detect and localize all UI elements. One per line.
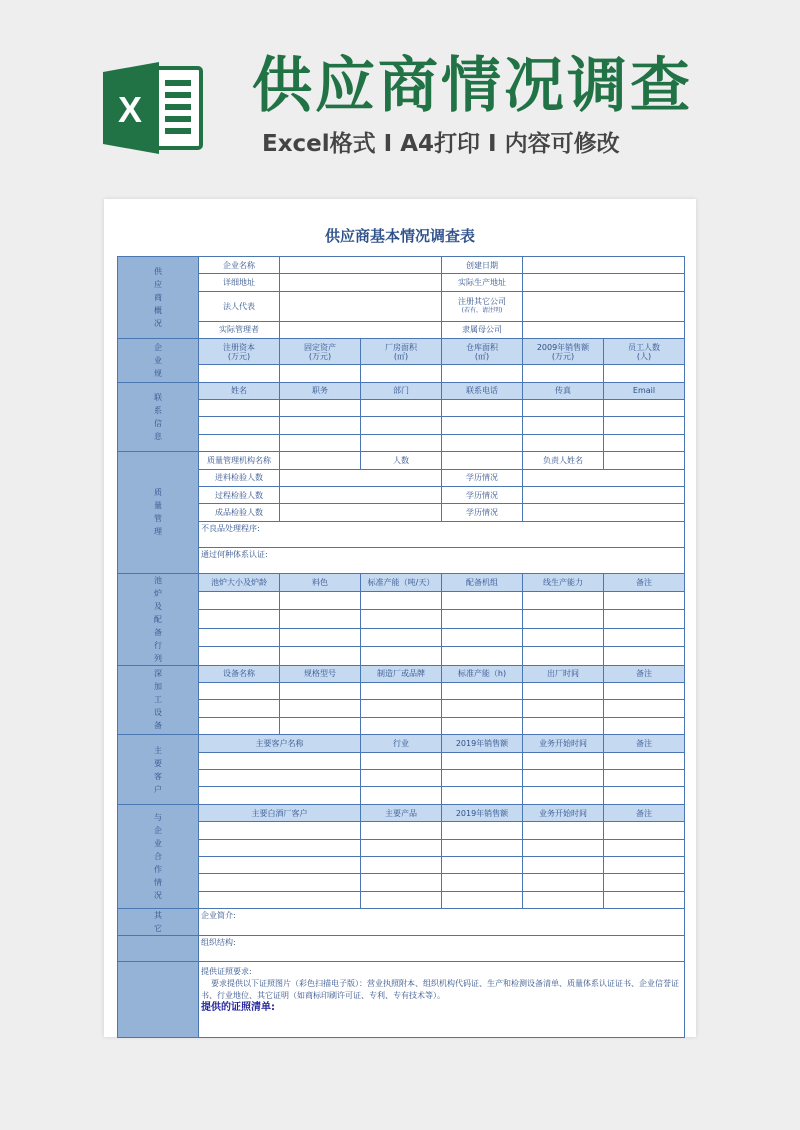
field-leader[interactable] [604,452,685,469]
coop-cell[interactable] [604,891,685,908]
other-company-note: (若有，请注明) [461,307,503,315]
furnace-cell[interactable] [280,647,361,665]
coop-header-0: 主要白酒厂客户 [199,804,361,821]
contact-header-4: 传真 [523,382,604,399]
furnace-cell[interactable] [604,628,685,646]
scale-cell[interactable] [442,365,523,382]
coop-cell[interactable] [199,839,361,856]
field-create-date[interactable] [523,257,685,274]
furnace-header-5: 备注 [604,573,685,591]
contact-cell[interactable] [442,434,523,451]
customer-header-0: 主要客户名称 [199,735,361,752]
customer-cell[interactable] [361,770,442,787]
field-company-name[interactable] [280,257,442,274]
label-legal-rep: 法人代表 [199,291,280,321]
label-education: 学历情况 [442,504,523,521]
section-customers: 主要客户 [118,735,199,805]
contact-header-5: Email [604,382,685,399]
customer-cell[interactable] [604,752,685,769]
deep-cell[interactable] [199,700,280,717]
field-education[interactable] [523,469,685,486]
deep-header-1: 规格型号 [280,665,361,682]
customer-cell[interactable] [523,752,604,769]
requirements-title: 提供证照要求: [201,967,252,977]
coop-cell[interactable] [523,856,604,873]
deep-cell[interactable] [604,683,685,700]
furnace-cell[interactable] [361,628,442,646]
form-title: 供应商基本情况调查表 [324,227,475,245]
deep-cell[interactable] [361,683,442,700]
customer-cell[interactable] [604,787,685,804]
coop-cell[interactable] [199,822,361,839]
section-quality: 质量管理 [118,452,199,574]
customer-header-4: 备注 [604,735,685,752]
deep-cell[interactable] [523,700,604,717]
customer-header-2: 2019年销售额 [442,735,523,752]
deep-header-4: 出厂时间 [523,665,604,682]
customer-cell[interactable] [199,752,361,769]
contact-header-0: 姓名 [199,382,280,399]
coop-cell[interactable] [361,874,442,891]
section-other-blank [118,936,199,962]
contact-cell[interactable] [361,434,442,451]
coop-cell[interactable] [199,891,361,908]
customer-cell[interactable] [442,787,523,804]
coop-cell[interactable] [442,822,523,839]
furnace-cell[interactable] [604,647,685,665]
contact-header-2: 部门 [361,382,442,399]
contact-cell[interactable] [199,399,280,416]
furnace-cell[interactable] [442,628,523,646]
deep-header-2: 制造厂或品牌 [361,665,442,682]
furnace-cell[interactable] [523,628,604,646]
scale-header-1: 固定资产 (万元) [280,339,361,365]
customer-cell[interactable] [199,787,361,804]
other-company-text: 注册其它公司 [458,297,506,307]
customer-header-3: 业务开始时间 [523,735,604,752]
section-requirements-blank [118,962,199,1038]
contact-header-1: 职务 [280,382,361,399]
field-factory-address[interactable] [523,274,685,291]
coop-cell[interactable] [199,874,361,891]
deep-cell[interactable] [442,700,523,717]
coop-cell[interactable] [361,891,442,908]
coop-cell[interactable] [361,839,442,856]
coop-cell[interactable] [523,822,604,839]
contact-cell[interactable] [280,399,361,416]
scale-header-2: 厂房面积 (㎡) [361,339,442,365]
deep-cell[interactable] [361,700,442,717]
furnace-header-1: 料色 [280,573,361,591]
label-process: 过程检验人数 [199,486,280,503]
customer-cell[interactable] [199,770,361,787]
furnace-cell[interactable] [523,610,604,628]
furnace-cell[interactable] [361,610,442,628]
banner [0,0,800,200]
furnace-cell[interactable] [442,647,523,665]
coop-cell[interactable] [604,822,685,839]
section-coop: 与企业合作情况 [118,804,199,908]
furnace-header-0: 池炉大小及炉龄 [199,573,280,591]
scale-cell[interactable] [604,365,685,382]
furnace-cell[interactable] [280,610,361,628]
coop-cell[interactable] [604,874,685,891]
furnace-cell[interactable] [361,592,442,610]
coop-cell[interactable] [442,891,523,908]
section-basic: 供应商概况 [118,257,199,339]
scale-header-0: 注册资本 (万元) [199,339,280,365]
requirements-text: 要求提供以下证照图片（彩色扫描电子版）：营业执照附本、组织机构代码证、生产和检测设备清单、质量体系认证证书、企业信誉证书、行业地位、其它证明（如商标印刷许可证、专利、专有技术等）。 [201,979,679,1001]
scale-header-4: 2009年销售额 (万元) [523,339,604,365]
contact-cell[interactable] [280,434,361,451]
label-parent: 隶属母公司 [442,321,523,338]
deep-header-0: 设备名称 [199,665,280,682]
label-create-date: 创建日期 [442,257,523,274]
customer-header-1: 行业 [361,735,442,752]
page-subtitle: Excel格式 I A4打印 I 内容可修改 [262,131,620,157]
field-other-company[interactable] [523,291,685,321]
cert-list-title[interactable]: 提供的证照清单: [201,1002,275,1014]
coop-header-4: 备注 [604,804,685,821]
deep-cell[interactable] [604,700,685,717]
field-org-structure[interactable]: 组织结构: [199,936,685,962]
coop-header-1: 主要产品 [361,804,442,821]
contact-cell[interactable] [199,434,280,451]
contact-cell[interactable] [523,434,604,451]
customer-cell[interactable] [361,787,442,804]
label-final: 成品检验人数 [199,504,280,521]
page-title: 供应商情况调查 [252,51,693,121]
field-education[interactable] [523,504,685,521]
furnace-cell[interactable] [199,592,280,610]
customer-cell[interactable] [361,752,442,769]
field-final[interactable] [280,504,442,521]
deep-header-5: 备注 [604,665,685,682]
customer-cell[interactable] [442,770,523,787]
label-other-company [442,291,523,321]
label-incoming: 进料检验人数 [199,469,280,486]
field-incoming[interactable] [280,469,442,486]
field-legal-rep[interactable] [280,291,442,321]
excel-icon-letter: X [117,89,143,130]
section-furnace: 池炉及配备行列 [118,573,199,665]
requirements-cell [199,962,685,1038]
field-education[interactable] [523,486,685,503]
contact-cell[interactable] [523,399,604,416]
scale-cell[interactable] [199,365,280,382]
scale-cell[interactable] [523,365,604,382]
deep-cell[interactable] [361,717,442,734]
coop-cell[interactable] [442,839,523,856]
contact-cell[interactable] [604,417,685,434]
coop-cell[interactable] [604,839,685,856]
contact-cell[interactable] [280,417,361,434]
furnace-cell[interactable] [442,610,523,628]
label-address: 详细地址 [199,274,280,291]
scale-cell[interactable] [280,365,361,382]
deep-cell[interactable] [523,683,604,700]
label-education: 学历情况 [442,486,523,503]
field-company-intro[interactable]: 企业简介: [199,909,685,936]
deep-cell[interactable] [280,717,361,734]
field-parent[interactable] [523,321,685,338]
coop-cell[interactable] [523,874,604,891]
label-quality-org: 质量管理机构名称 [199,452,280,469]
deep-cell[interactable] [523,717,604,734]
section-scale: 企业规 [118,339,199,382]
coop-header-3: 业务开始时间 [523,804,604,821]
label-company-name: 企业名称 [199,257,280,274]
customer-cell[interactable] [604,770,685,787]
furnace-cell[interactable] [361,647,442,665]
coop-cell[interactable] [523,891,604,908]
furnace-cell[interactable] [199,610,280,628]
coop-cell[interactable] [199,856,361,873]
coop-cell[interactable] [604,856,685,873]
excel-icon [103,62,203,154]
coop-header-2: 2019年销售额 [442,804,523,821]
form-sheet [104,199,696,1037]
coop-cell[interactable] [361,856,442,873]
furnace-cell[interactable] [442,592,523,610]
customer-cell[interactable] [523,770,604,787]
field-certification[interactable]: 通过何种体系认证: [199,547,685,573]
deep-cell[interactable] [442,717,523,734]
scale-header-5: 员工人数 (人) [604,339,685,365]
contact-cell[interactable] [361,417,442,434]
furnace-cell[interactable] [280,628,361,646]
deep-header-3: 标准产能（h) [442,665,523,682]
contact-cell[interactable] [523,417,604,434]
deep-cell[interactable] [280,683,361,700]
furnace-header-4: 线生产能力 [523,573,604,591]
customer-cell[interactable] [442,752,523,769]
contact-cell[interactable] [604,434,685,451]
field-quality-org[interactable] [280,452,361,469]
furnace-header-2: 标准产能（吨/天） [361,573,442,591]
label-factory-address: 实际生产地址 [442,274,523,291]
contact-cell[interactable] [442,417,523,434]
furnace-cell[interactable] [604,592,685,610]
survey-table [117,256,685,1038]
coop-cell[interactable] [442,856,523,873]
customer-cell[interactable] [523,787,604,804]
contact-cell[interactable] [361,399,442,416]
furnace-cell[interactable] [199,628,280,646]
field-manager[interactable] [280,321,442,338]
field-process[interactable] [280,486,442,503]
section-other: 其它 [118,909,199,936]
label-people: 人数 [361,452,442,469]
contact-cell[interactable] [442,399,523,416]
section-contact: 联系信息 [118,382,199,452]
furnace-cell[interactable] [199,647,280,665]
deep-cell[interactable] [604,717,685,734]
contact-cell[interactable] [604,399,685,416]
contact-header-3: 联系电话 [442,382,523,399]
deep-cell[interactable] [199,683,280,700]
field-nonconforming[interactable]: 不良品处理程序: [199,521,685,547]
contact-cell[interactable] [199,417,280,434]
deep-cell[interactable] [199,717,280,734]
deep-cell[interactable] [442,683,523,700]
scale-header-3: 仓库面积 (㎡) [442,339,523,365]
coop-cell[interactable] [361,822,442,839]
furnace-cell[interactable] [280,592,361,610]
furnace-cell[interactable] [523,647,604,665]
scale-cell[interactable] [361,365,442,382]
field-people[interactable] [442,452,523,469]
label-education: 学历情况 [442,469,523,486]
furnace-cell[interactable] [523,592,604,610]
deep-cell[interactable] [280,700,361,717]
furnace-cell[interactable] [604,610,685,628]
label-manager: 实际管理者 [199,321,280,338]
furnace-header-3: 配备机组 [442,573,523,591]
coop-cell[interactable] [523,839,604,856]
section-deep: 深加工设备 [118,665,199,735]
field-address[interactable] [280,274,442,291]
coop-cell[interactable] [442,874,523,891]
label-leader: 负责人姓名 [523,452,604,469]
